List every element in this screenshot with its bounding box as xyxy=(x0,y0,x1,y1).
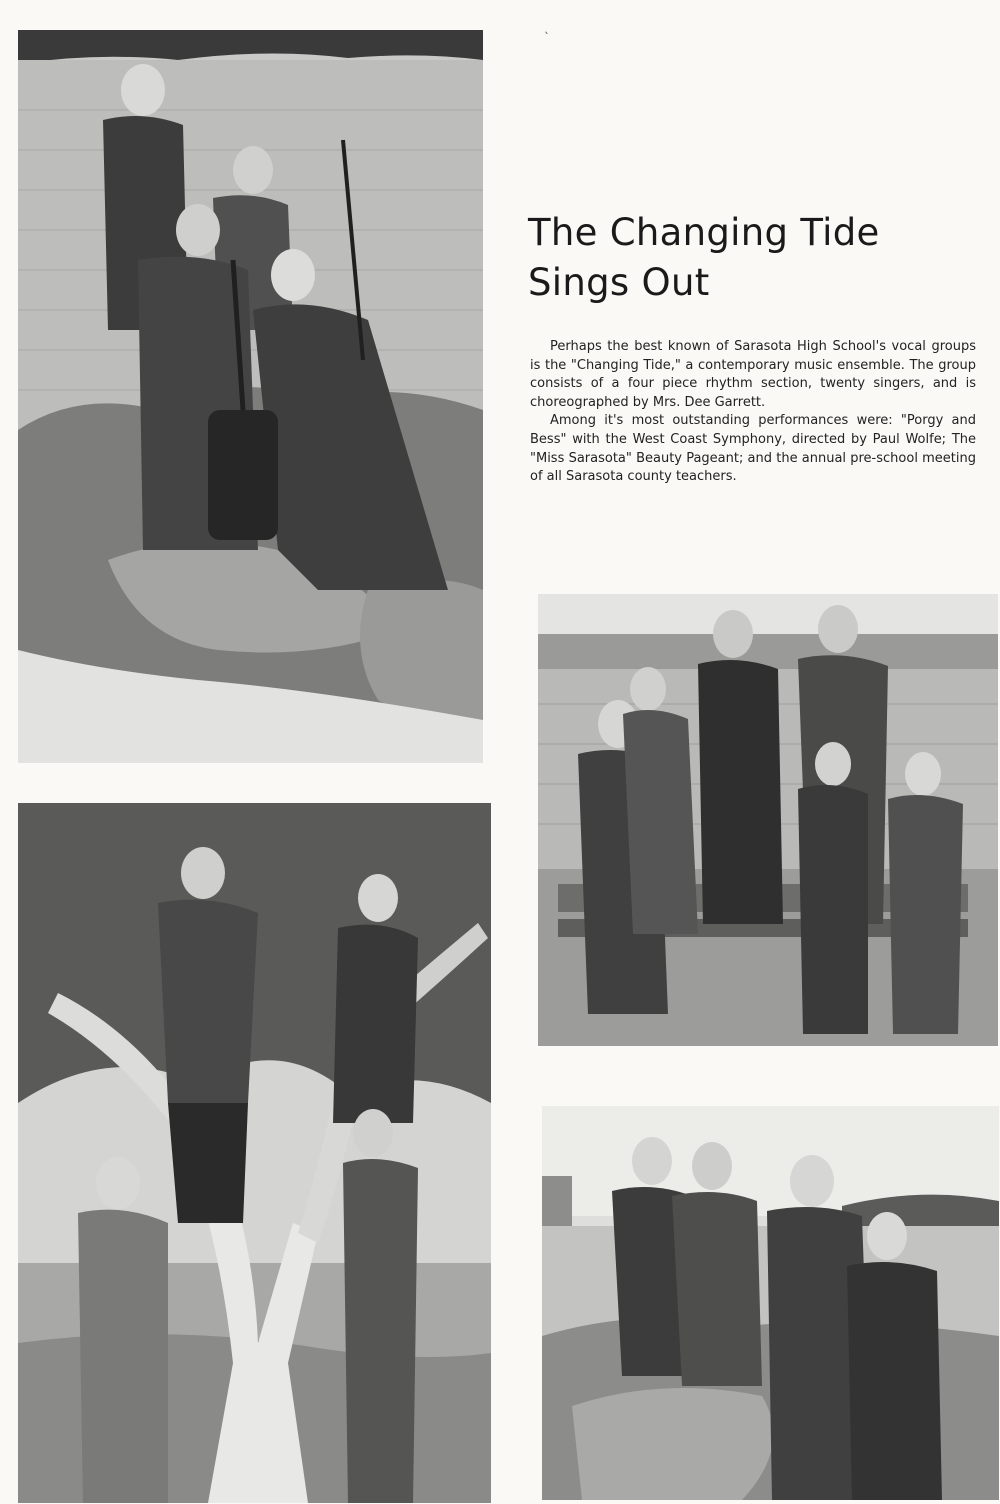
photo-rocks-image xyxy=(18,30,483,763)
photo-shore-image xyxy=(542,1106,999,1500)
photo-bench-image xyxy=(538,594,998,1046)
article-paragraph-2: Among it's most outstanding performances were: "Porgy and Bess" with the West Coast Symphony, directed by Paul Wolfe; The "Miss Sarasota" Beauty Pageant; and the annual pre-school meeting of all Sarasota county teachers. xyxy=(530,413,976,485)
article-paragraph-1: Perhaps the best known of Sarasota High School's vocal groups is the "Changing Tide," a contemporary music ensemble. The group consists of a four piece rhythm section, twenty singers, and is choreographed by Mrs. Dee Garrett. xyxy=(530,339,976,410)
photo-group-in-tree xyxy=(18,803,491,1503)
photo-group-on-rocks xyxy=(18,30,483,763)
photo-group-on-bench xyxy=(538,594,998,1046)
page-mark: ˎ xyxy=(544,20,550,34)
headline-line-2: Sings Out xyxy=(528,261,710,304)
article-body xyxy=(530,338,976,487)
headline-line-1: The Changing Tide xyxy=(528,211,880,254)
photo-group-on-shore xyxy=(542,1106,999,1500)
photo-tree-image xyxy=(18,803,491,1503)
article-headline xyxy=(528,208,968,308)
